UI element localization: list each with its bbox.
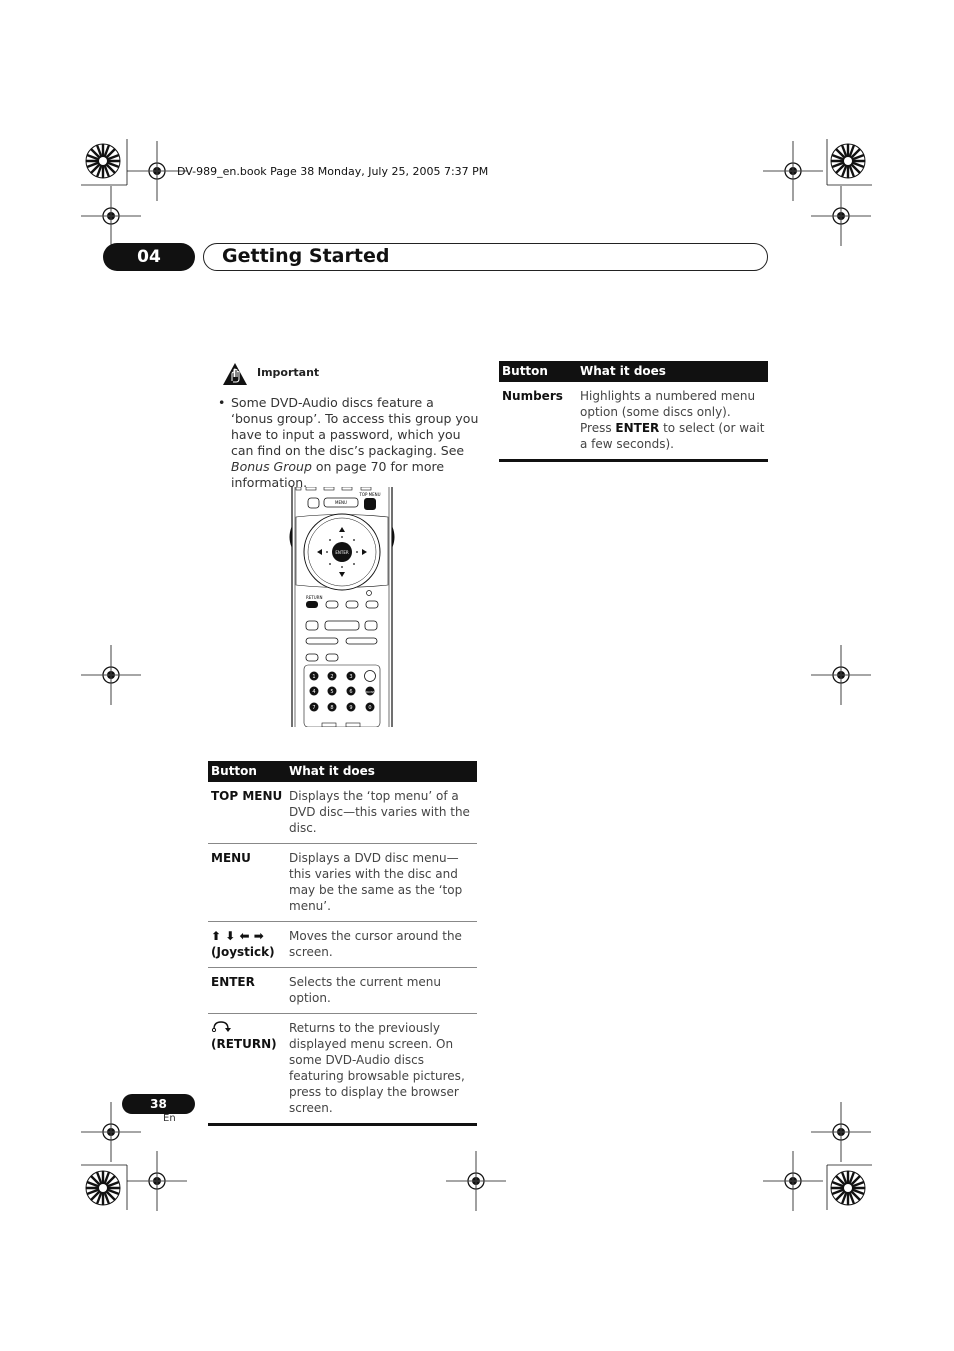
remote-number-key: 8: [330, 705, 334, 711]
remote-number-key: 2: [330, 674, 334, 680]
remote-control-illustration: [286, 487, 398, 727]
important-text: [231, 395, 479, 491]
important-label: Important: [257, 366, 320, 379]
table-header-button: Button: [499, 361, 577, 382]
chapter-number: 04: [103, 243, 195, 271]
remote-number-key: 1: [312, 674, 316, 680]
remote-number-key: 6: [349, 689, 353, 695]
table-header-description: What it does: [286, 761, 477, 782]
remote-return-label: RETURN: [306, 595, 323, 600]
description-part: Highlights a numbered menu option (some discs only). Press: [580, 389, 756, 435]
button-name: (RETURN): [211, 1037, 277, 1051]
button-description: Selects the current menu option.: [286, 968, 477, 1014]
page-number: 38: [122, 1094, 195, 1114]
button-name: Numbers: [499, 382, 577, 461]
important-warning-icon: [222, 362, 248, 386]
table-header-row: [499, 361, 768, 382]
remote-number-key: 0: [368, 705, 372, 711]
arrow-keys-icon: ⬆ ⬇ ⬅ ➡: [211, 929, 264, 943]
button-table-left: [208, 761, 477, 1126]
button-name: (Joystick): [211, 945, 275, 959]
important-text-part: on page 70 for more information.: [231, 459, 445, 490]
chapter-title: Getting Started: [222, 245, 390, 267]
important-text-part: Some DVD-Audio discs feature a ‘bonus group’. To access this group you have to input a password, which you can find on the disc’s packaging. See: [231, 395, 479, 458]
button-description: Returns to the previously displayed menu screen. On some DVD-Audio discs featuring browsable pictures, press to display the browser screen.: [286, 1014, 477, 1125]
remote-number-key: 7: [312, 705, 316, 711]
description-bold: ENTER: [615, 421, 660, 435]
table-row: [208, 782, 477, 844]
table-header-row: [208, 761, 477, 782]
print-header: DV-989_en.book Page 38 Monday, July 25, 2005 7:37 PM: [177, 165, 489, 178]
button-table-right: [499, 361, 768, 462]
remote-number-key: 3: [349, 674, 353, 680]
table-header-description: What it does: [577, 361, 768, 382]
button-name: TOP MENU: [208, 782, 286, 844]
remote-top-menu-label: TOP MENU: [359, 492, 381, 497]
button-name: MENU: [208, 844, 286, 922]
remote-enter-label: ENTER: [335, 550, 349, 555]
button-name-joystick: [208, 922, 286, 968]
table-header-button: Button: [208, 761, 286, 782]
remote-pause-key-label: PAUSE: [365, 691, 375, 694]
button-name-return: [208, 1014, 286, 1125]
table-row: [208, 1014, 477, 1125]
table-row: [208, 844, 477, 922]
table-row: [208, 922, 477, 968]
remote-number-key: 5: [330, 689, 334, 695]
button-description: Moves the cursor around the screen.: [286, 922, 477, 968]
remote-menu-label: MENU: [335, 500, 347, 505]
button-description: [577, 382, 768, 461]
page-language: En: [163, 1113, 176, 1124]
button-name: ENTER: [208, 968, 286, 1014]
remote-number-key: 4: [312, 689, 316, 695]
bullet: •: [218, 395, 226, 410]
button-description: Displays a DVD disc menu—this varies with the disc and may be the same as the ‘top menu’.: [286, 844, 477, 922]
remote-number-key: 9: [349, 705, 353, 711]
table-row: [208, 968, 477, 1014]
button-description: Displays the ‘top menu’ of a DVD disc—this varies with the disc.: [286, 782, 477, 844]
description-part: to select (or wait a few seconds).: [580, 421, 765, 451]
important-text-link-title: Bonus Group: [231, 459, 312, 474]
return-icon: [211, 1020, 231, 1032]
table-row: [499, 382, 768, 461]
